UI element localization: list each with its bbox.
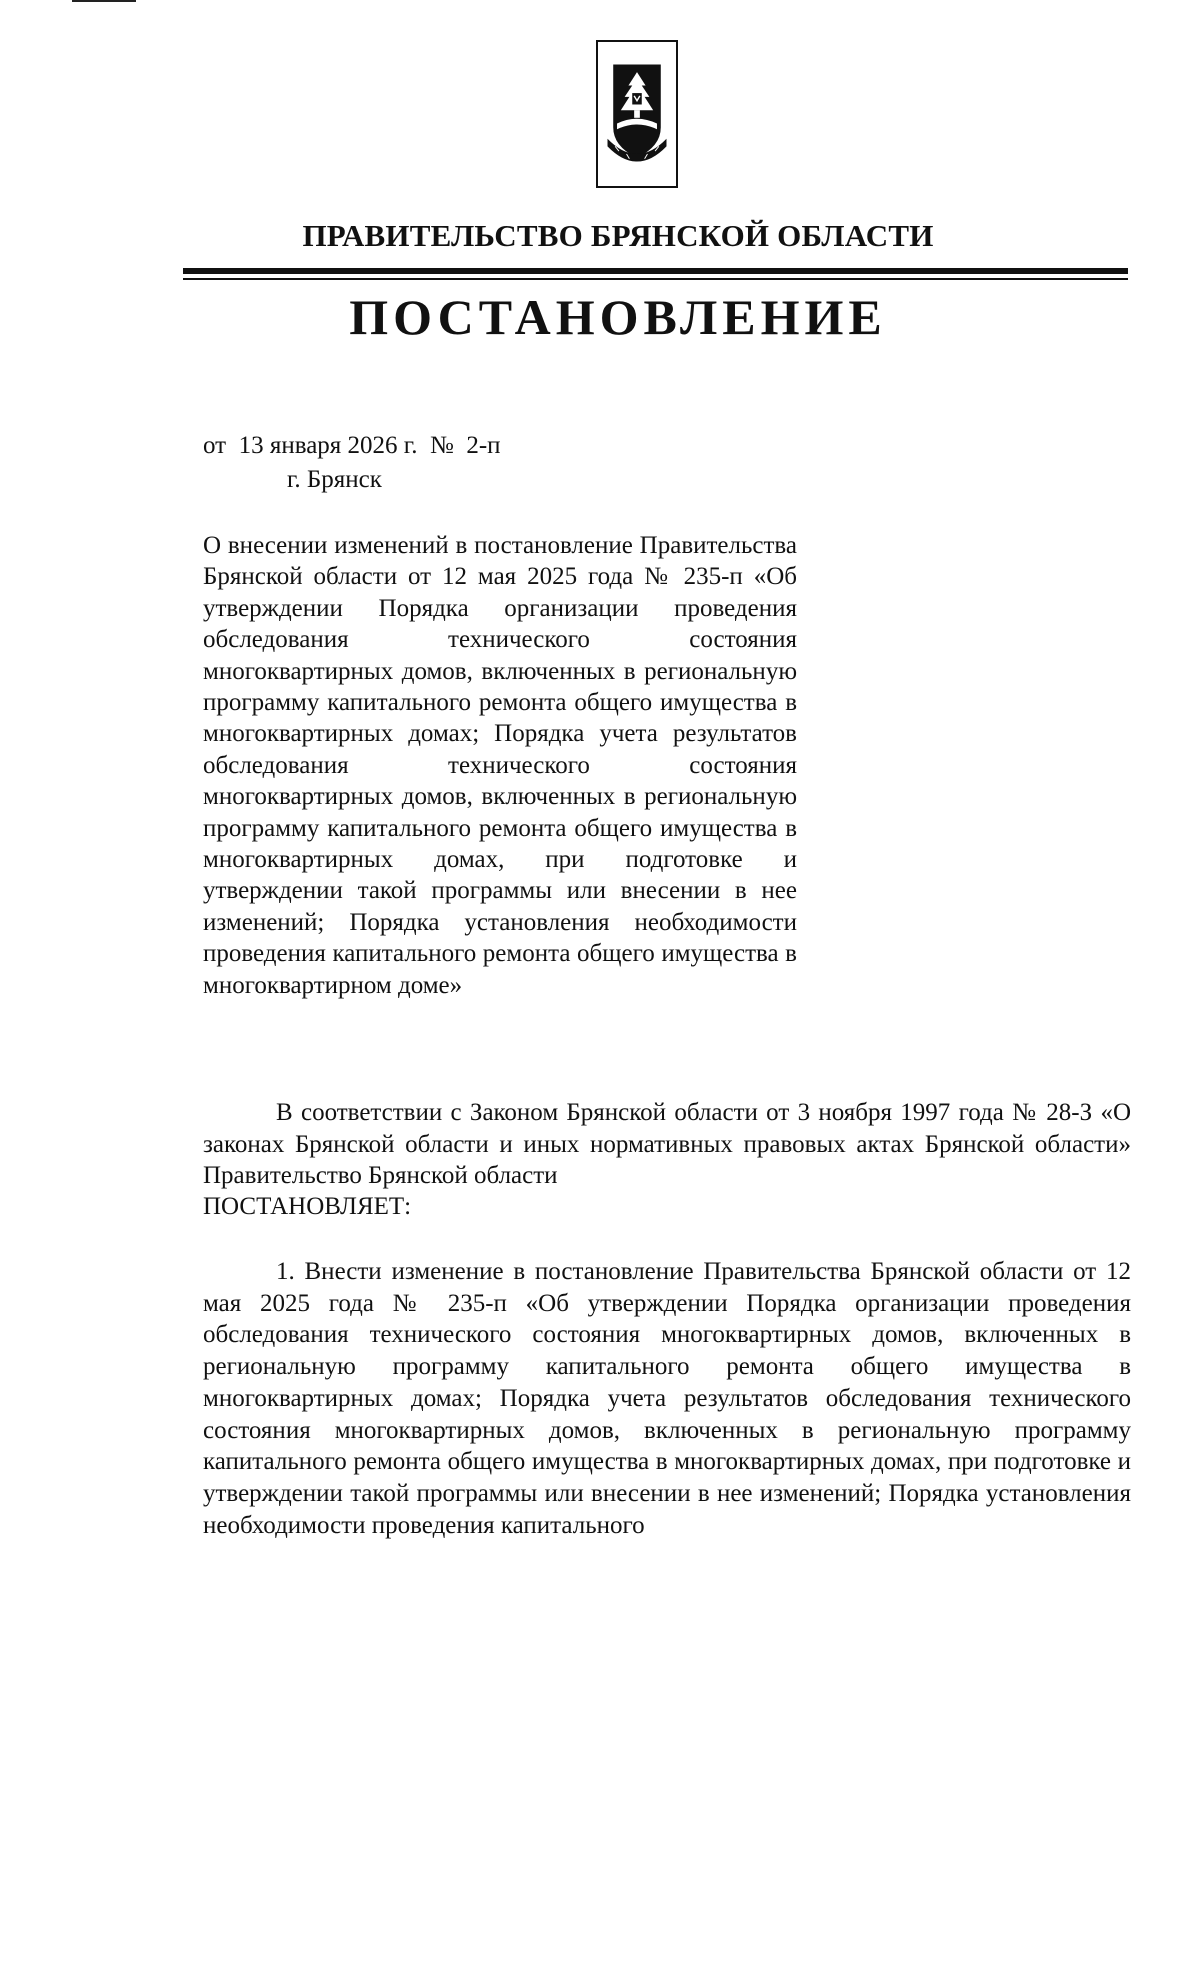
document-subject: О внесении изменений в постановление Правительства Брянской области от 12 мая 2025 года № 235-п «Об утверждении Порядка организации проведения обследования технического состояния многоквартирных домов, включенных в региональную программу капитального ремонта общего имущества в многоквартирных домах; Порядка учета результатов обследования технического состояния многоквартирных домов, включенных в региональную программу капитального ремонта общего имущества в многоквартирных домах, при подготовке и утверждении такой программы или внесении в нее изменений; Порядка установления необходимости проведения капитального ремонта общего имущества в многоквартирном доме»	[203, 532, 797, 999]
document-date: 13 января 2026 г.	[238, 432, 418, 459]
bryansk-coat-of-arms-icon	[596, 40, 678, 188]
header-rule-thin	[183, 278, 1128, 280]
document-type-title: ПОСТАНОВЛЕНИЕ	[349, 289, 887, 345]
number-sign: №	[430, 432, 454, 459]
item-1-paragraph: 1. Внести изменение в постановление Правительства Брянской области от 12 мая 2025 года № 235-п «Об утверждении Порядка организации проведения обследования технического состояния многоквартирных домов, включенных в региональную программу капитального ремонта общего имущества в многоквартирных домах; Порядка учета результатов обследования технического состояния многоквартирных домов, включенных в региональную программу капитального ремонта общего имущества в многоквартирных домах, при подготовке и утверждении такой программы или внесении в нее изменений; Порядка установления необходимости проведения капитального	[203, 1258, 1131, 1539]
header-rule-thick	[183, 268, 1128, 274]
document-number: 2-п	[466, 432, 501, 459]
resolves-heading: ПОСТАНОВЛЯЕТ:	[203, 1193, 412, 1220]
document-place: г. Брянск	[287, 466, 382, 493]
document-date-line	[203, 432, 501, 460]
scan-edge-mark	[72, 0, 136, 2]
date-prefix: от	[203, 432, 227, 459]
organization-title: ПРАВИТЕЛЬСТВО БРЯНСКОЙ ОБЛАСТИ	[302, 218, 934, 253]
preamble-paragraph: В соответствии с Законом Брянской области от 3 ноября 1997 года № 28-З «О законах Брянской области и иных нормативных правовых актах Брянской области» Правительство Брянской области	[203, 1099, 1131, 1190]
